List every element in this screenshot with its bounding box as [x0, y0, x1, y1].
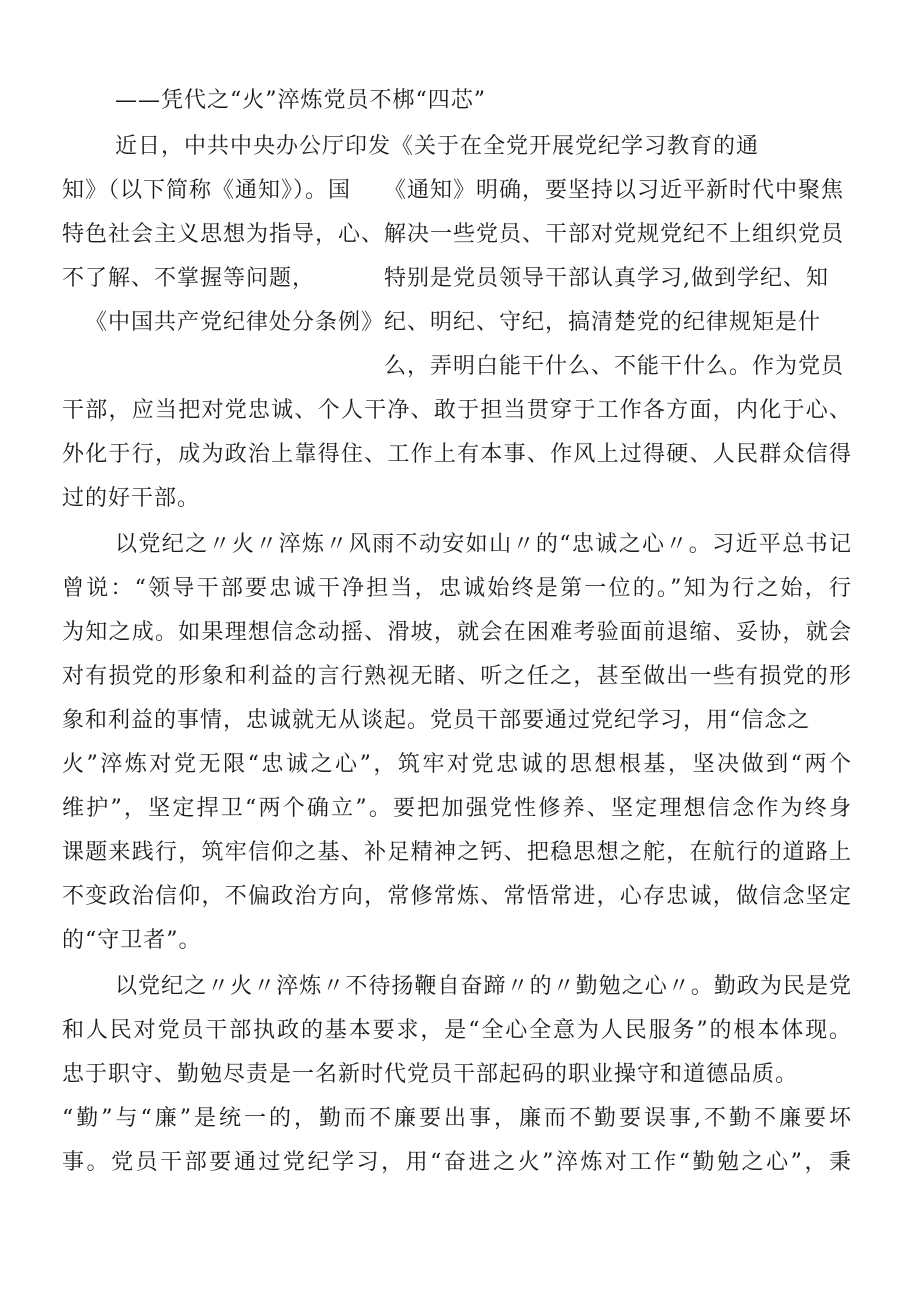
intro-cont-line-1: 干部，应当把对党忠诚、个人干净、敢于担当贯穿于工作各方面，内化于心、: [62, 398, 852, 423]
document-subtitle: ——凭代之“火”淬炼党员不梆“四芯”: [115, 88, 486, 113]
para2-line-10: 的“守卫者”。: [62, 928, 202, 953]
intro-right-col-line-1: 《通知》明确，要坚持以习近平新时代中聚焦: [384, 178, 845, 203]
intro-right-col-line-5: 么，弄明白能干什么、不能干什么。作为党员: [384, 354, 845, 379]
intro-right-col-line-4: 纪、明纪、守纪，搞清楚党的纪律规矩是什: [384, 310, 822, 335]
intro-left-col-line-3: 不了解、不掌握等问题，: [62, 266, 316, 291]
para2-line-8: 课题来践行，筑牢信仰之基、补足精神之钙、把稳思想之舵，在航行的道路上: [62, 840, 852, 865]
intro-right-col-line-3: 特别是党员领导干部认真学习,做到学纪、知: [384, 266, 829, 291]
intro-cont-line-3: 过的好干部。: [62, 486, 201, 511]
para2-line-6: 火”淬炼对党无限“忠诚之心”，筑牢对党忠诚的思想根基，坚决做到“两个: [62, 752, 852, 777]
intro-line-1: 近日，中共中央办公厅印发《关于在全党开展党纪学习教育的通: [115, 134, 760, 159]
intro-left-col-line-1: 知》（以下简称《通知》）。国: [62, 178, 352, 203]
para2-line-7: 维护”，坚定捍卫“两个确立”。要把加强党性修养、坚定理想信念作为终身: [62, 796, 852, 821]
intro-left-col-line-2: 特色社会主义思想为指导，心、: [62, 222, 385, 247]
para3-line-1: 以党纪之〃火〃淬炼〃不待扬鞭自奋蹄〃的〃勤勉之心〃。勤政为民是党: [115, 974, 852, 999]
intro-left-col-line-4: 《中国共产党纪律处分条例》: [85, 310, 385, 335]
para2-line-5: 象和利益的事情，忠诚就无从谈起。党员干部要通过党纪学习，用“信念之: [62, 708, 811, 733]
para2-line-9: 不变政治信仰，不偏政治方向，常修常炼、常悟常进，心存忠诚，做信念坚定: [62, 884, 852, 909]
para3-line-4: “勤”与“廉”是统一的，勤而不廉要出事，廉而不勤要误事,不勤不廉要坏: [62, 1106, 852, 1131]
para2-line-3: 为知之成。如果理想信念动摇、滑坡，就会在困难考验面前退缩、妥协，就会: [62, 620, 852, 645]
para2-line-1: 以党纪之〃火〃淬炼〃风雨不动安如山〃的“忠诚之心〃。习近平总书记: [115, 532, 852, 557]
para3-line-2: 和人民对党员干部执政的基本要求，是“全心全意为人民服务”的根本体现。: [62, 1018, 852, 1043]
para2-line-2: 曾说：“领导干部要忠诚干净担当，忠诚始终是第一位的。”知为行之始，行: [62, 576, 852, 601]
intro-cont-line-2: 外化于行，成为政治上靠得住、工作上有本事、作风上过得硬、人民群众信得: [62, 442, 852, 467]
para2-line-4: 对有损党的形象和利益的言行熟视无睹、听之任之，甚至做出一些有损党的形: [62, 664, 852, 689]
intro-right-col-line-2: 解决一些党员、干部对党规党纪不上组织党员: [384, 222, 845, 247]
para3-line-5: 事。党员干部要通过党纪学习，用“奋进之火”淬炼对工作“勤勉之心”，秉: [62, 1150, 852, 1175]
para3-line-3: 忠于职守、勤勉尽责是一名新时代党员干部起码的职业操守和道德品质。: [62, 1062, 799, 1087]
